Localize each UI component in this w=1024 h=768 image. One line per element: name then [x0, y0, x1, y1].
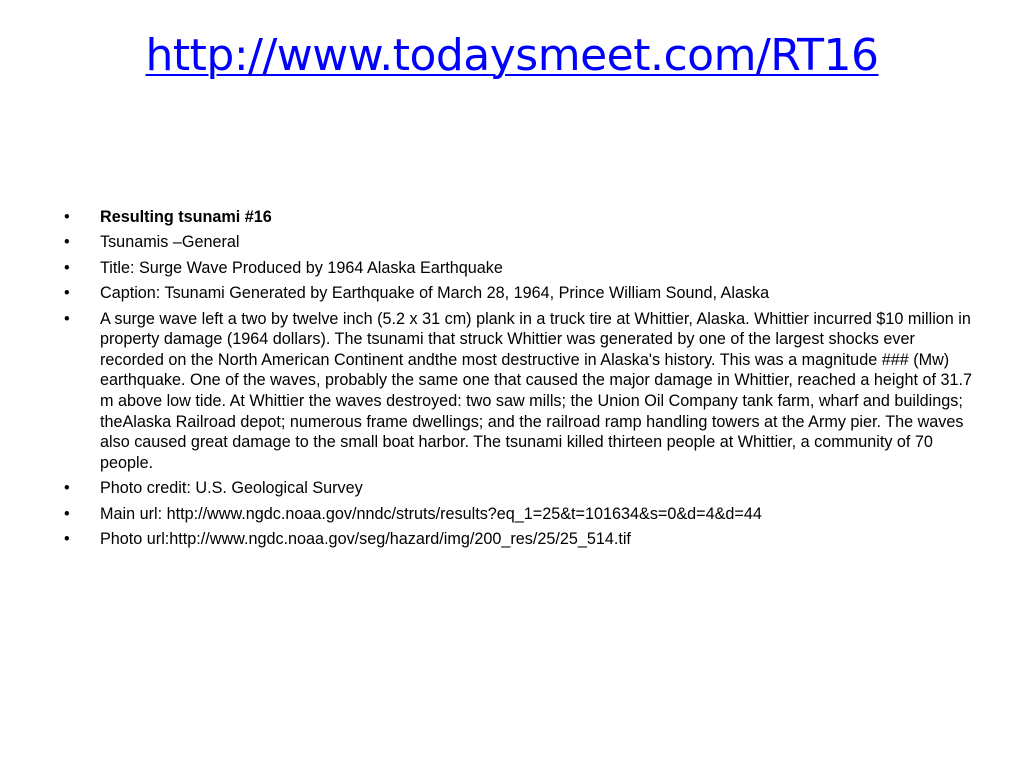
list-item	[64, 529, 974, 550]
bullet-icon: •	[64, 529, 70, 548]
title-link[interactable]: http://www.todaysmeet.com/RT16	[145, 30, 879, 81]
bullet-text: Tsunamis –General	[100, 233, 240, 252]
bullet-icon: •	[64, 258, 70, 277]
bullet-text: Photo credit: U.S. Geological Survey	[100, 479, 363, 498]
list-item	[64, 309, 974, 474]
bullet-text: Caption: Tsunami Generated by Earthquake of March 28, 1964, Prince William Sound, Alaska	[100, 284, 770, 303]
slide-title	[0, 26, 1024, 86]
bullet-text: Resulting tsunami #16	[100, 208, 272, 226]
list-item	[64, 207, 974, 228]
bullet-text: A surge wave left a two by twelve inch (5.2 x 31 cm) plank in a truck tire at Whittier, Alaska. Whittier incurred $10 million in property damage (1964 dollars). The tsunami that struck Whittier was generated by one of the largest shocks ever recorded on the North American Continent andthe most destructive in Alaska's history. This was a magnitude ### (Mw) earthquake. One of the waves, probably the same one that caused the major damage in Whittier, reached a height of 31.7 m above low tide. At Whittier the waves destroyed: two saw mills; the Union Oil Company tank farm, wharf and buildings; theAlaska Railroad depot; numerous frame dwellings; and the railroad ramp handling towers at the Army pier. The waves also caused great damage to the small boat harbor. The tsunami killed thirteen people at Whittier, a community of 70 people.	[100, 309, 972, 472]
list-item	[64, 258, 974, 279]
bullet-icon: •	[64, 504, 70, 523]
bullet-icon: •	[64, 208, 70, 226]
bullet-icon: •	[64, 233, 70, 252]
bullet-text: Main url: http://www.ngdc.noaa.gov/nndc/struts/results?eq_1=25&t=101634&s=0&d=4&d=44	[100, 504, 762, 523]
list-item	[64, 478, 974, 499]
list-item	[64, 232, 974, 253]
bullet-text: Title: Surge Wave Produced by 1964 Alaska Earthquake	[100, 258, 503, 277]
bullet-icon: •	[64, 479, 70, 498]
list-item	[64, 504, 974, 525]
bullet-list	[64, 207, 974, 554]
list-item	[64, 283, 974, 304]
bullet-icon: •	[64, 309, 70, 328]
bullet-text: Photo url:http://www.ngdc.noaa.gov/seg/hazard/img/200_res/25/25_514.tif	[100, 529, 631, 548]
bullet-icon: •	[64, 284, 70, 303]
